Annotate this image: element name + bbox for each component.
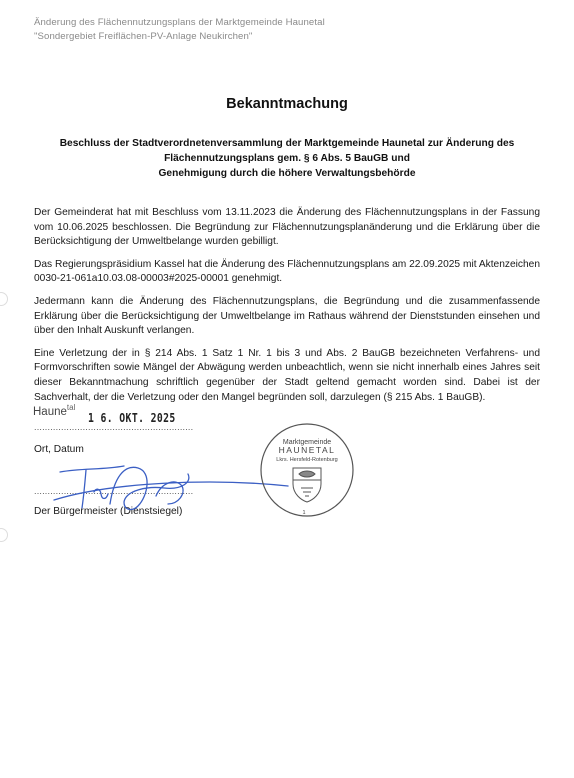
handwritten-place: [33, 403, 75, 418]
seal-district: Lkrs. Hersfeld-Rotenburg: [276, 457, 338, 463]
seal-municipality-label: Marktgemeinde: [282, 439, 332, 446]
punch-hole-mark: [0, 528, 8, 542]
page-title: Bekanntmachung: [226, 96, 348, 112]
place-text-suffix: tal: [66, 403, 76, 412]
subtitle-line-1: Beschluss der Stadtverordnetenversammlung der Marktgemeinde Haunetal zur Änderung des: [59, 138, 515, 149]
header-line-1: Änderung des Flächennutzungsplans der Marktgemeinde Haunetal: [34, 17, 325, 28]
handwritten-signature: [52, 452, 292, 522]
place-date-label: Ort, Datum: [34, 444, 84, 455]
date-stamp: 1 6. OKT. 2025: [88, 410, 176, 425]
signer-label: Der Bürgermeister (Dienstsiegel): [34, 506, 183, 517]
paragraph-inspection: Jedermann kann die Änderung des Flächennutzungsplans, die Begründung und die zusammenfassende Erklärung über die Berücksichtigung der Umweltbelange im Rathaus während der Dienststunden einsehen und über den Inhalt Auskunft verlangen.: [34, 295, 540, 337]
paragraph-approval: Das Regierungspräsidium Kassel hat die Änderung des Flächennutzungsplans am 22.09.2025 mit Aktenzeichen 0030-21-061a10.03.08-00003#2025-00001 genehmigt.: [34, 258, 540, 285]
paragraph-legal-notice: Eine Verletzung der in § 214 Abs. 1 Satz 1 Nr. 1 bis 3 und Abs. 2 BauGB bezeichneten Verfahrens- und Formvorschriften sowie Mängel der Abwägung werden unbeachtlich, wenn sie nicht innerhalb eines Jahres seit dieser Bekanntmachung schriftlich gegenüber der Stadt geltend gemacht worden sind. Dabei ist der Sachverhalt, der die Verletzung oder den Mangel begründen soll, darzulegen (§ 215 Abs. 1 BauGB).: [34, 347, 540, 403]
seal-name: HAUNETAL: [278, 445, 336, 455]
paragraph-resolution: Der Gemeinderat hat mit Beschluss vom 13.11.2023 die Änderung des Flächennutzungsplans in der Fassung vom 10.06.2025 beschlossen. Die Begründung zur Flächennutzungsplanänderung und die Erklärung über die Berücksichtigung der Umweltbelange wurden gebilligt.: [34, 207, 540, 248]
seal-number: 1: [302, 510, 306, 516]
subtitle: [30, 136, 544, 181]
signature-dotted-line: ...........................................................: [34, 486, 194, 496]
document-header: [34, 16, 325, 44]
official-seal: [257, 420, 357, 520]
coat-of-arms-icon: [293, 468, 321, 502]
header-line-2: "Sondergebiet Freiflächen-PV-Anlage Neukirchen": [34, 31, 253, 42]
place-text: Haune: [33, 406, 67, 418]
body-text: [34, 206, 540, 413]
date-dotted-line: ...........................................................: [34, 422, 194, 432]
punch-hole-mark: [0, 292, 8, 306]
subtitle-line-3: Genehmigung durch die höhere Verwaltungsbehörde: [158, 168, 416, 179]
subtitle-line-2: Flächennutzungsplans gem. § 6 Abs. 5 BauGB und: [164, 153, 410, 164]
